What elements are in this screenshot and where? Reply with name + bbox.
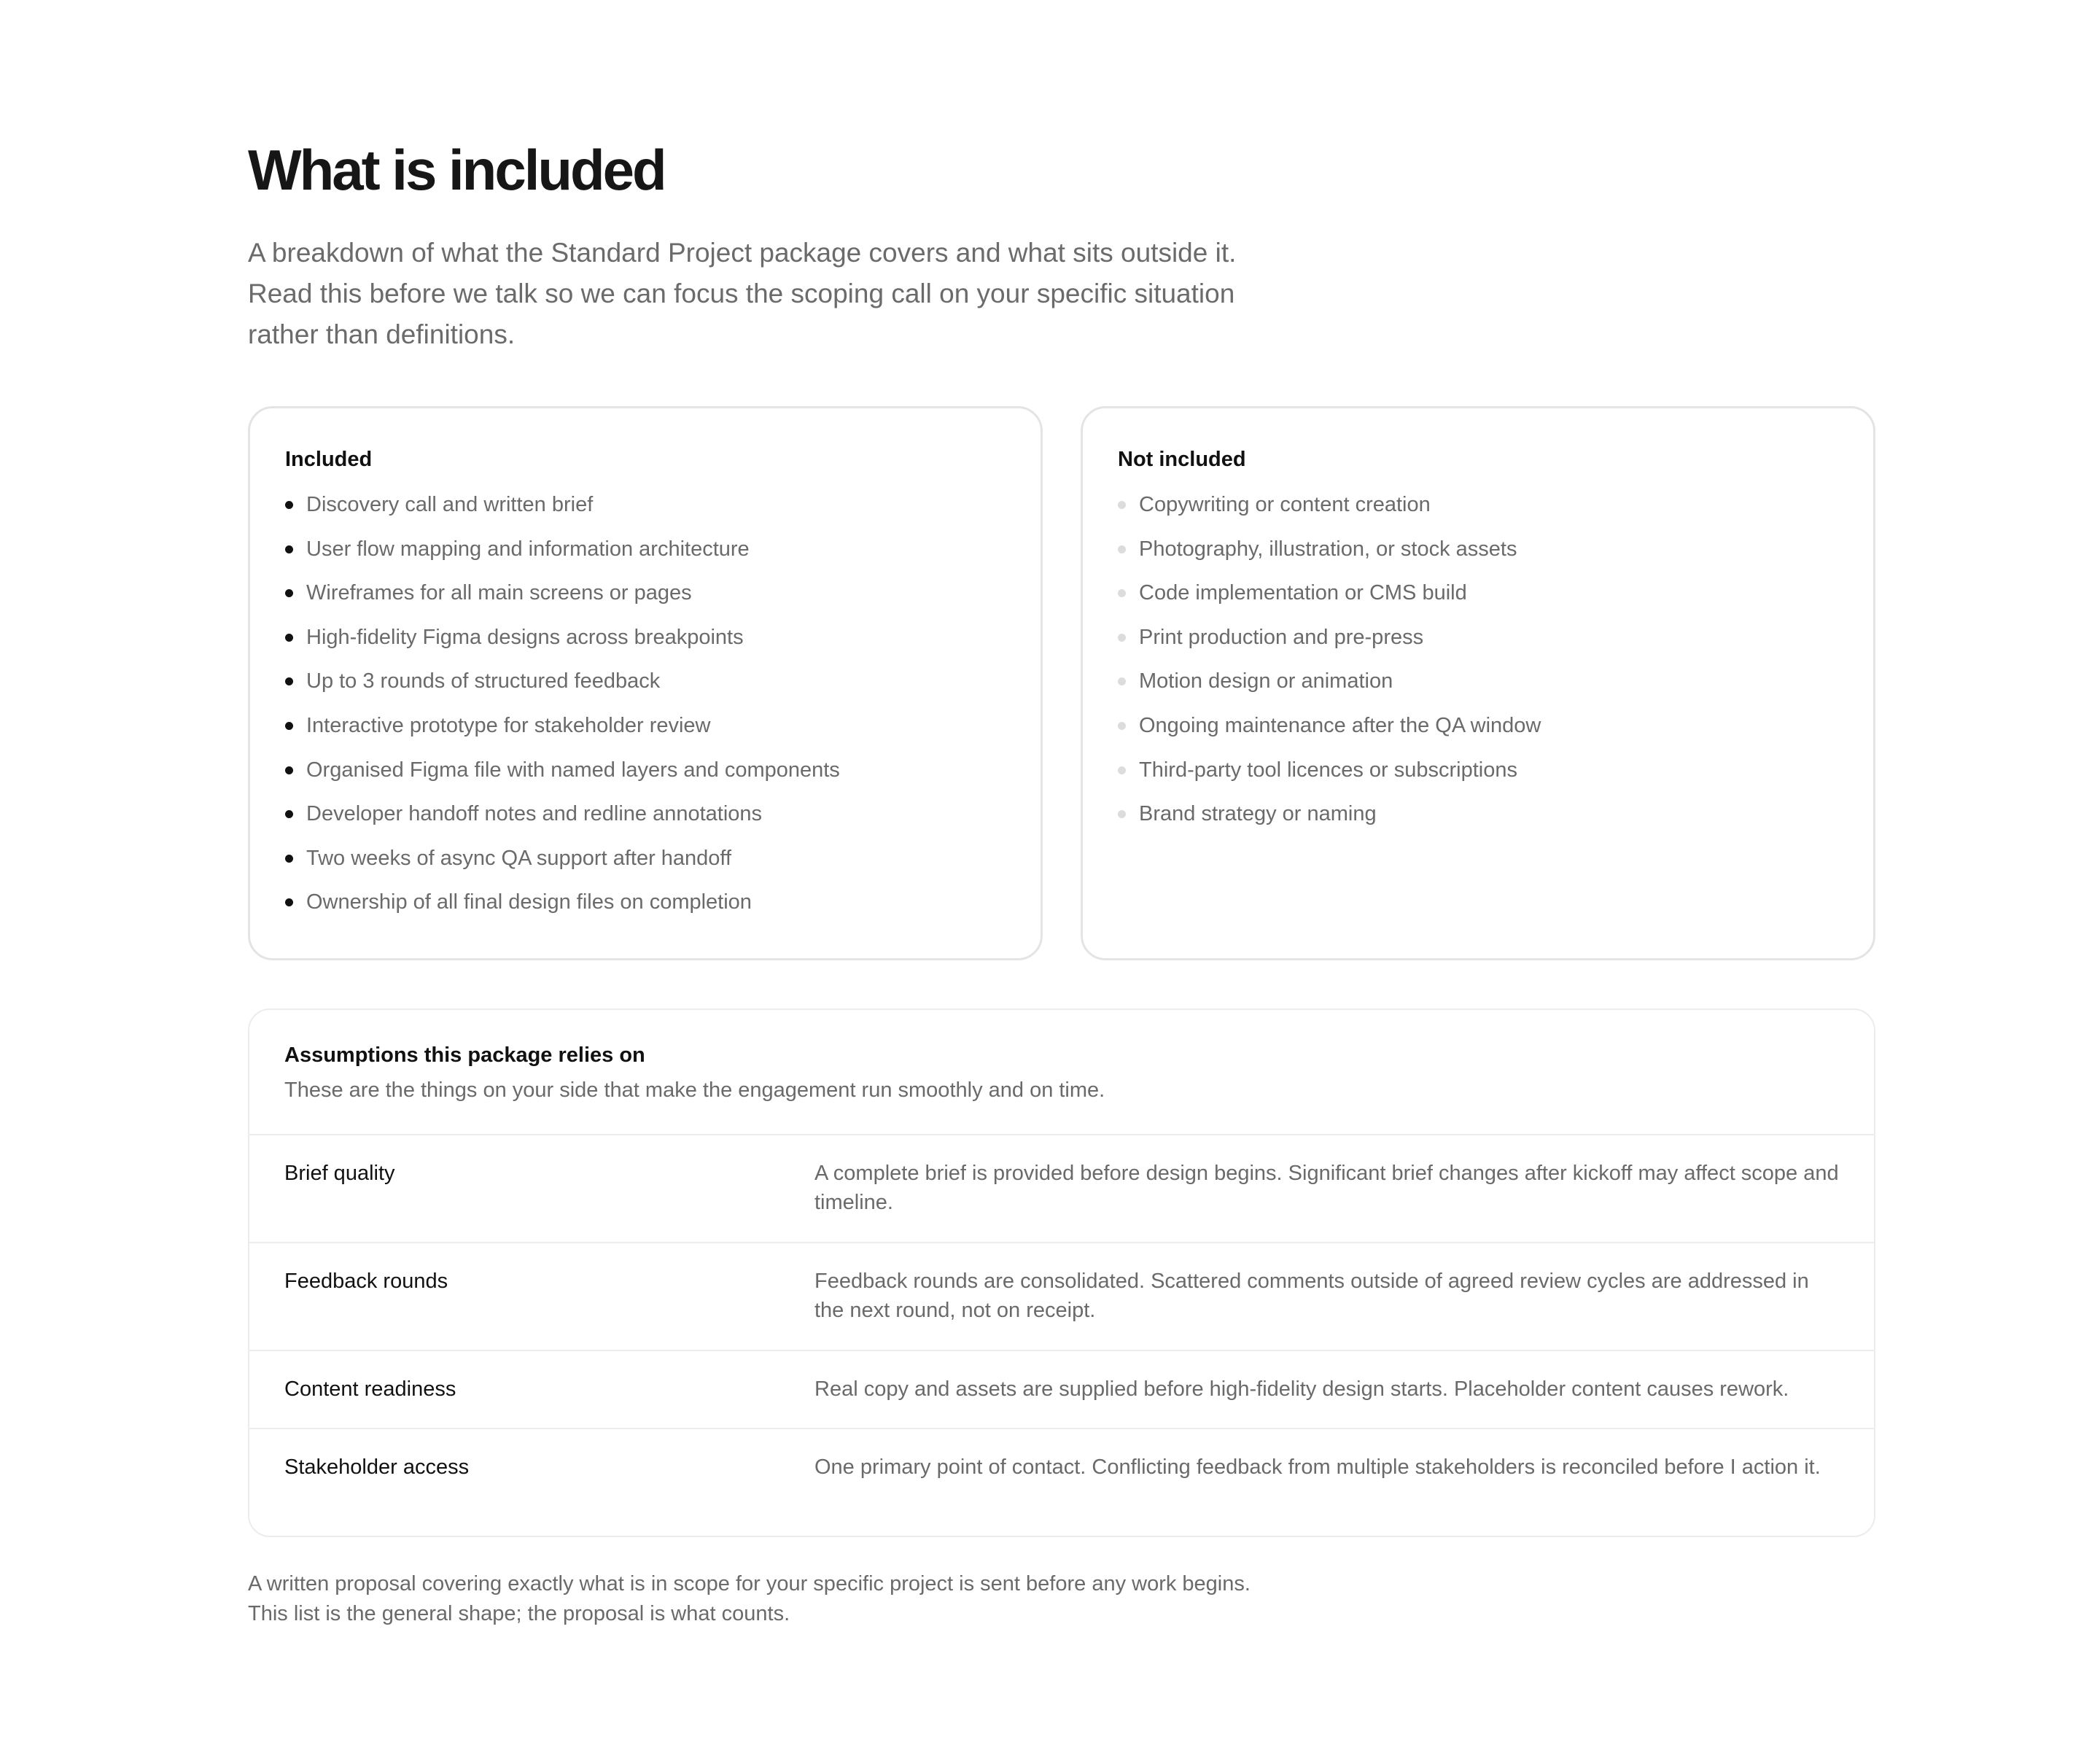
list-item: High-fidelity Figma designs across breakpoints (285, 624, 1006, 650)
bullet-icon (1118, 545, 1126, 553)
bullet-icon (285, 766, 293, 774)
table-row (249, 1350, 1874, 1428)
row-label: Brief quality (284, 1162, 395, 1185)
table-row (249, 1242, 1874, 1350)
row-description: Feedback rounds are consolidated. Scattered comments outside of agreed review cycles are addressed in the next round, not on receipt. (814, 1270, 1809, 1322)
list-item: Wireframes for all main screens or pages (285, 580, 1006, 606)
list-item: Developer handoff notes and redline annotations (285, 801, 1006, 827)
list-item: Print production and pre-press (1118, 624, 1838, 650)
included-card (248, 406, 1043, 960)
included-list (285, 491, 1006, 915)
not-included-title: Not included (1118, 448, 1246, 471)
page-title: What is included (248, 138, 665, 202)
main-content (248, 135, 1875, 1625)
scope-cards (248, 406, 1875, 960)
row-label: Feedback rounds (284, 1270, 448, 1293)
bullet-icon (285, 501, 293, 509)
assumptions-subtitle: These are the things on your side that make the engagement run smoothly and on time. (284, 1078, 1105, 1102)
bullet-icon (285, 722, 293, 730)
row-label: Stakeholder access (284, 1455, 470, 1479)
not-included-card (1081, 406, 1875, 960)
bullet-icon (285, 677, 293, 685)
list-item: Interactive prototype for stakeholder review (285, 712, 1006, 739)
bullet-icon (285, 855, 293, 863)
bullet-icon (1118, 634, 1126, 642)
assumptions-title: Assumptions this package relies on (284, 1043, 645, 1067)
bullet-icon (285, 545, 293, 553)
row-description: One primary point of contact. Conflicting feedback from multiple stakeholders is reconciled before I action it. (814, 1455, 1821, 1479)
list-item: Brand strategy or naming (1118, 801, 1838, 827)
list-item: Ownership of all final design files on completion (285, 889, 1006, 915)
bullet-icon (1118, 722, 1126, 730)
not-included-list (1118, 491, 1838, 827)
bullet-icon (1118, 501, 1126, 509)
footnote: A written proposal covering exactly what is in scope for your specific project is sent before any work begins. This list is the general shape; the proposal is what counts. (248, 1572, 1251, 1625)
list-item: Organised Figma file with named layers and components (285, 757, 1006, 783)
intro-paragraph: A breakdown of what the Standard Project package covers and what sits outside it. Read this before we talk so we can focus the scoping call on your specific situation rather than definitions. (248, 238, 1237, 349)
bullet-icon (285, 589, 293, 597)
list-item: Up to 3 rounds of structured feedback (285, 668, 1006, 694)
list-item: Discovery call and written brief (285, 491, 1006, 518)
assumptions-header (249, 1010, 1874, 1134)
list-item: Third-party tool licences or subscriptions (1118, 757, 1838, 783)
bullet-icon (1118, 677, 1126, 685)
bullet-icon (1118, 810, 1126, 818)
assumptions-table (248, 1008, 1875, 1537)
bullet-icon (285, 634, 293, 642)
bullet-icon (1118, 589, 1126, 597)
bullet-icon (285, 810, 293, 818)
list-item: Code implementation or CMS build (1118, 580, 1838, 606)
list-item: User flow mapping and information architecture (285, 536, 1006, 562)
row-description: Real copy and assets are supplied before high-fidelity design starts. Placeholder content causes rework. (814, 1377, 1789, 1401)
row-description: A complete brief is provided before design begins. Significant brief changes after kickoff may affect scope and timeline. (814, 1162, 1839, 1214)
table-row (249, 1134, 1874, 1242)
bullet-icon (285, 898, 293, 906)
bullet-icon (1118, 766, 1126, 774)
list-item: Motion design or animation (1118, 668, 1838, 694)
row-label: Content readiness (284, 1377, 456, 1401)
list-item: Photography, illustration, or stock assets (1118, 536, 1838, 562)
list-item: Two weeks of async QA support after handoff (285, 845, 1006, 871)
list-item: Ongoing maintenance after the QA window (1118, 712, 1838, 739)
list-item: Copywriting or content creation (1118, 491, 1838, 518)
table-row (249, 1428, 1874, 1536)
included-title: Included (285, 448, 373, 471)
